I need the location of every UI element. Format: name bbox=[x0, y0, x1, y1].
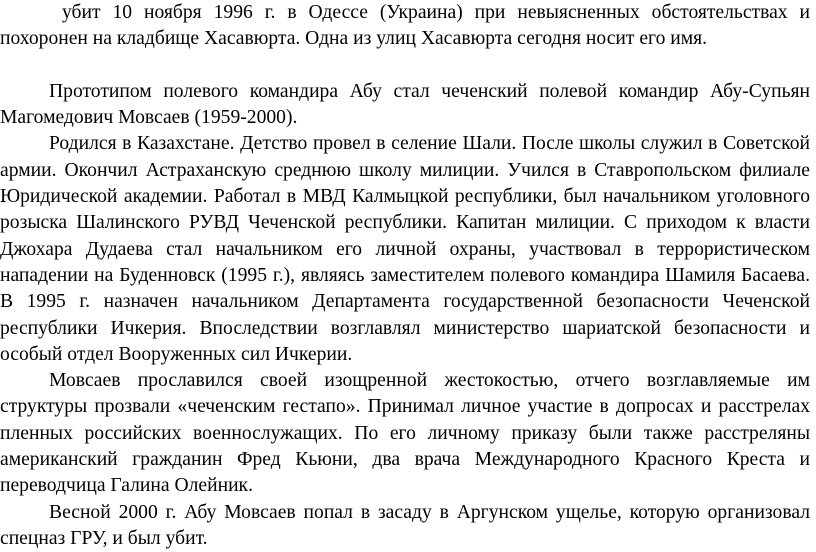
paragraph-biography: Родился в Казахстане. Детство провел в селение Шали. После школы служил в Советской армии. Окончил Астраханскую среднюю школу милиции. Учился в Ставропольском филиале Юридической академии. Работал в МВД Калмыцкой республики, был начальником уголовного розыска Шалинского РУВД Чеченской республики. Капитан милиции. С приходом к власти Джохара Дудаева стал начальником его личной охраны, участвовал в террористическом нападении на Буденновск (1995 г.), являясь заместителем полевого командира Шамиля Басаева. В 1995 г. назначен начальником Департамента государственной безопасности Чеченской республики Ичкерия. Впоследствии возглавлял министерство шариатской безопасности и особый отдел Вооруженных сил Ичкерии. bbox=[0, 133, 810, 365]
paragraph-prototype: Прототипом полевого командира Абу стал чеченский полевой командир Абу-Супьян Магомедович Мовсаев (1959-2000). bbox=[0, 80, 810, 129]
paragraph-death: Весной 2000 г. Абу Мовсаев попал в засаду в Аргунском ущелье, которую организовал спецназ ГРУ, и был убит. bbox=[0, 501, 810, 549]
paragraph-gap bbox=[0, 53, 810, 79]
paragraph-cruelty: Мовсаев прославился своей изощренной жестокостью, отчего возглавляемые им структуры прозвали «чеченским гестапо». Принимал личное участие в допросах и расстрелах пленных российских военнослужащих. По его личному приказу были также расстреляны американский гражданин Фред Кьюни, два врача Международного Красного Креста и переводчица Галина Олейник. bbox=[0, 370, 810, 497]
paragraph-continuation: убит 10 ноября 1996 г. в Одессе (Украина) при невыясненных обстоятельствах и похоронен на кладбище Хасавюрта. Одна из улиц Хасавюрта сегодня носит его имя. bbox=[0, 2, 810, 50]
